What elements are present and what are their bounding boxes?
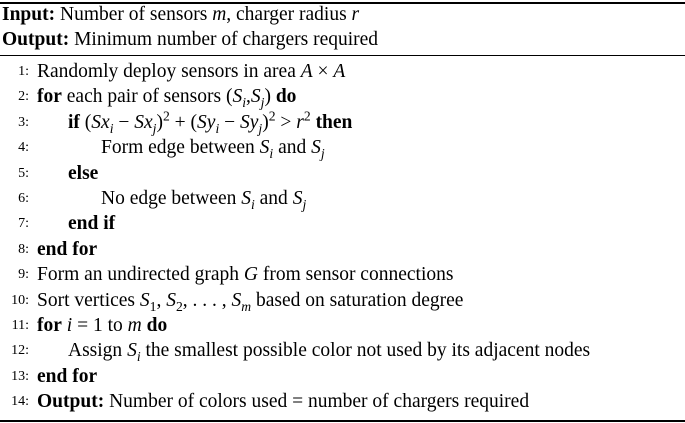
algorithm-line [0, 186, 685, 211]
keyword-end-for: end for [37, 238, 98, 260]
line-body [68, 161, 98, 186]
line-text: Number of colors used = number of chargers required [104, 391, 530, 413]
algorithm-line [0, 59, 685, 84]
math-sj: $S_j$ [292, 187, 307, 212]
line-number: 3: [18, 114, 29, 130]
line-number: 9: [18, 267, 29, 283]
math-a: A [300, 61, 313, 82]
line-number: 1: [18, 64, 29, 79]
math-i-equals-1: i = 1 [66, 314, 103, 336]
line-text-rest: from sensor connections [257, 264, 454, 286]
algorithm-line [0, 288, 685, 313]
line-text: Form edge between [101, 137, 255, 159]
keyword-output: Output: [37, 391, 105, 413]
line-body [37, 59, 345, 84]
line-body [37, 237, 97, 262]
line-body [37, 84, 296, 109]
line-text-rest: based on saturation degree [251, 289, 464, 311]
math-si: $S_i$ [259, 137, 274, 161]
to-text: to [102, 314, 128, 336]
and-text: and [278, 137, 307, 159]
input-m: m [212, 4, 227, 25]
algorithm-line [0, 211, 685, 236]
math-pair: $(S_i,S_j)$ [225, 86, 271, 111]
keyword-do: do [146, 314, 168, 336]
algorithm-line [0, 364, 685, 389]
line-body [37, 288, 463, 313]
keyword-end-if: end if [68, 213, 116, 235]
input-r: r [351, 4, 360, 25]
algorithm-line [0, 313, 685, 338]
line-body [37, 389, 529, 414]
line-body [37, 364, 97, 389]
algorithm-line [0, 338, 685, 363]
line-number: 6: [18, 190, 29, 206]
keyword-do: do [275, 86, 297, 108]
input-line [2, 3, 359, 27]
input-text: Number of sensors [60, 4, 208, 25]
algorithm-lines [0, 59, 685, 414]
output-text: Minimum number of chargers required [74, 29, 379, 50]
math-vertex-list: $S_1$, $S_2$, . . . , $S_m$ [139, 289, 252, 314]
line-number: 11: [11, 317, 29, 333]
line-body [37, 262, 453, 287]
line-number: 10: [11, 292, 29, 308]
line-body [37, 313, 167, 338]
keyword-then: then [315, 111, 353, 133]
line-text: Form an undirected graph [37, 264, 239, 286]
algorithm-line [0, 84, 685, 109]
math-sj: $S_j$ [311, 137, 325, 161]
line-number: 5: [18, 165, 29, 181]
keyword-if: if [68, 111, 80, 133]
line-number: 7: [18, 216, 29, 232]
line-body [101, 135, 325, 160]
line-number: 12: [11, 343, 29, 359]
bottom-rule [0, 420, 685, 422]
keyword-for: for [37, 314, 62, 336]
algorithm-line [0, 389, 685, 414]
header-rule [0, 55, 685, 56]
line-number: 8: [18, 241, 29, 257]
algorithm-line [0, 135, 685, 160]
math-g: G [243, 264, 258, 286]
line-text: No edge between [101, 187, 237, 209]
line-text: Randomly deploy sensors in area [37, 61, 296, 82]
math-si: $S_i$ [241, 187, 255, 212]
input-label: Input: [2, 4, 56, 25]
output-label: Output: [2, 29, 70, 50]
math-a: A [333, 61, 346, 82]
line-number: 14: [11, 394, 29, 410]
keyword-else: else [68, 162, 99, 184]
line-text: Assign [68, 340, 123, 362]
keyword-end-for: end for [37, 365, 98, 387]
line-text: Sort vertices [37, 289, 136, 311]
keyword-for: for [37, 86, 62, 108]
line-text-rest: the smallest possible color not used by its adjacent nodes [140, 340, 591, 362]
line-body [68, 110, 352, 135]
algorithm-line [0, 110, 685, 135]
line-text: each pair of sensors [61, 86, 226, 108]
line-body [101, 186, 306, 211]
line-number: 4: [18, 140, 29, 156]
input-sep: , charger radius [226, 4, 347, 25]
output-line [2, 28, 378, 52]
line-body [68, 211, 115, 236]
math-m: m [127, 314, 142, 336]
algorithm-line [0, 161, 685, 186]
and-text: and [259, 187, 288, 209]
times-symbol: × [312, 61, 334, 82]
algorithm-line [0, 262, 685, 287]
math-condition: $(Sx_i - Sx_j)^2 + (Sy_i - Sy_j)^2 > r^2$ [84, 108, 311, 136]
algorithm-line [0, 237, 685, 262]
line-number: 13: [11, 368, 29, 384]
math-si: $S_i$ [127, 340, 141, 365]
line-body [68, 338, 590, 363]
line-number: 2: [18, 89, 29, 105]
